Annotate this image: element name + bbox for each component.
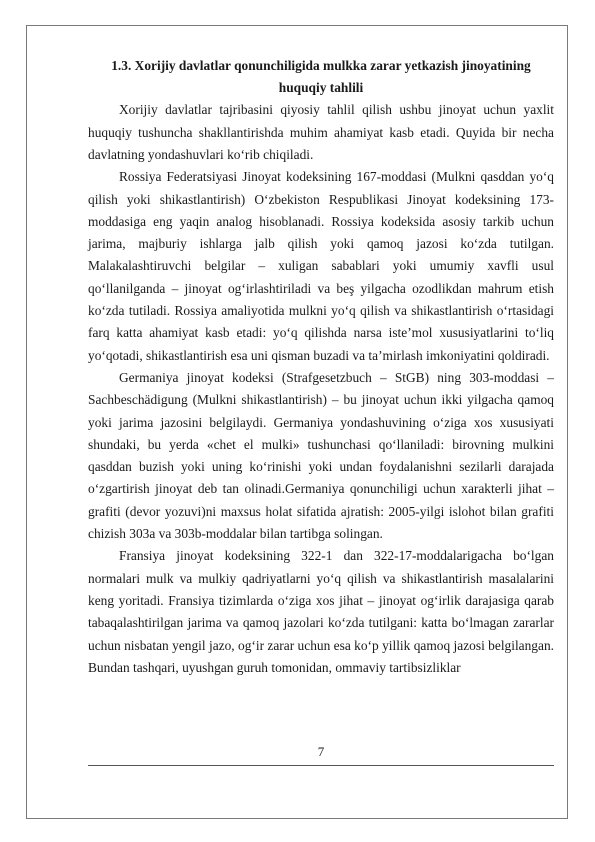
paragraph-intro: Xorijiy davlatlar tajribasini qiyosiy tahlil qilish ushbu jinoyat uchun yaxlit huquqiy tushuncha shakllantirishda muhim ahamiyat kasb etadi. Quyida bir necha davlatning yondashuvlari koʻrib chiqiladi. (88, 102, 554, 162)
paragraph-france: Fransiya jinoyat kodeksining 322-1 dan 322-17-moddalarigacha boʻlgan normalari mulk va mulkiy qadriyatlarni yoʻq qilish va shikastlantirish masalalarini keng yoritadi. Fransiya tizimlarda oʻziga xos jihat – jinoyat ogʻirlik darajasiga qarab tabaqalashtirilgan jarima va qamoq jazolari koʻzda tutilgani: katta boʻlmagan zararlar uchun nisbatan yengil jazo, ogʻir zarar uchun esa koʻp yillik qamoq jazosi belgilangan. Bundan tashqari, uyushgan guruh tomonidan, ommaviy tartibsizliklar (88, 548, 554, 675)
document-body (88, 55, 554, 679)
footer-divider (88, 765, 554, 766)
section-heading-line-2: huquqiy tahlili (278, 80, 364, 96)
page-number: 7 (317, 744, 325, 759)
paragraph-germany: Germaniya jinoyat kodeksi (Strafgesetzbuch – StGB) ning 303-moddasi – Sachbeschädigung (Mulkni shikastlantirish) – bu jinoyat uchun ikki yilgacha qamoq yoki jarima jazosini belgilaydi. Germaniya yondashuvining oʻziga xos xususiyati shundaki, bu yerda «chet el mulki» tushunchasi qoʻllaniladi: birovning mulkini qasddan buzish yoki uning koʻrinishi yoki undan foydalanishni sezilarli darajada oʻzgartirish jinoyat deb tan olinadi.Germaniya qonunchiligi uchun xarakterli jihat – grafiti (devor yozuvi)ni maxsus holat sifatida ajratish: 2005-yilgi islohot bilan grafiti chizish 303a va 303b-moddalar bilan tartibga solingan. (88, 369, 554, 542)
paragraph-russia: Rossiya Federatsiyasi Jinoyat kodeksining 167-moddasi (Mulkni qasddan yoʻq qilish yoki shikastlantirish) Oʻzbekiston Respublikasi Jinoyat kodeksining 173-moddasiga eng yaqin analog hisoblanadi. Rossiya kodeksida asosiy tarkib uchun jarima, majburiy ishlarga jalb qilish yoki qamoq jazosi koʻzda tutilgan. Malakalashtiruvchi belgilar – xuligan sabablari yoki umumiy xavfli usul qoʻllanilganda – jinoyat ogʻirlashtiriladi va beş yilgacha ozodlikdan mahrum etish koʻzda tutiladi. Rossiya amaliyotida mulkni yoʻq qilish va shikastlantirish oʻrtasidagi farq katta ahamiyat kasb etadi: yoʻq qilishda narsa isteʼmol xususiyatlarini toʻliq yoʻqotadi, shikastlantirish esa uni qisman buzadi va taʼmirlash imkoniyatini qoldiradi. (88, 169, 554, 363)
section-heading-line-1: 1.3. Xorijiy davlatlar qonunchiligida mulkka zarar yetkazish jinoyatining (111, 58, 531, 73)
